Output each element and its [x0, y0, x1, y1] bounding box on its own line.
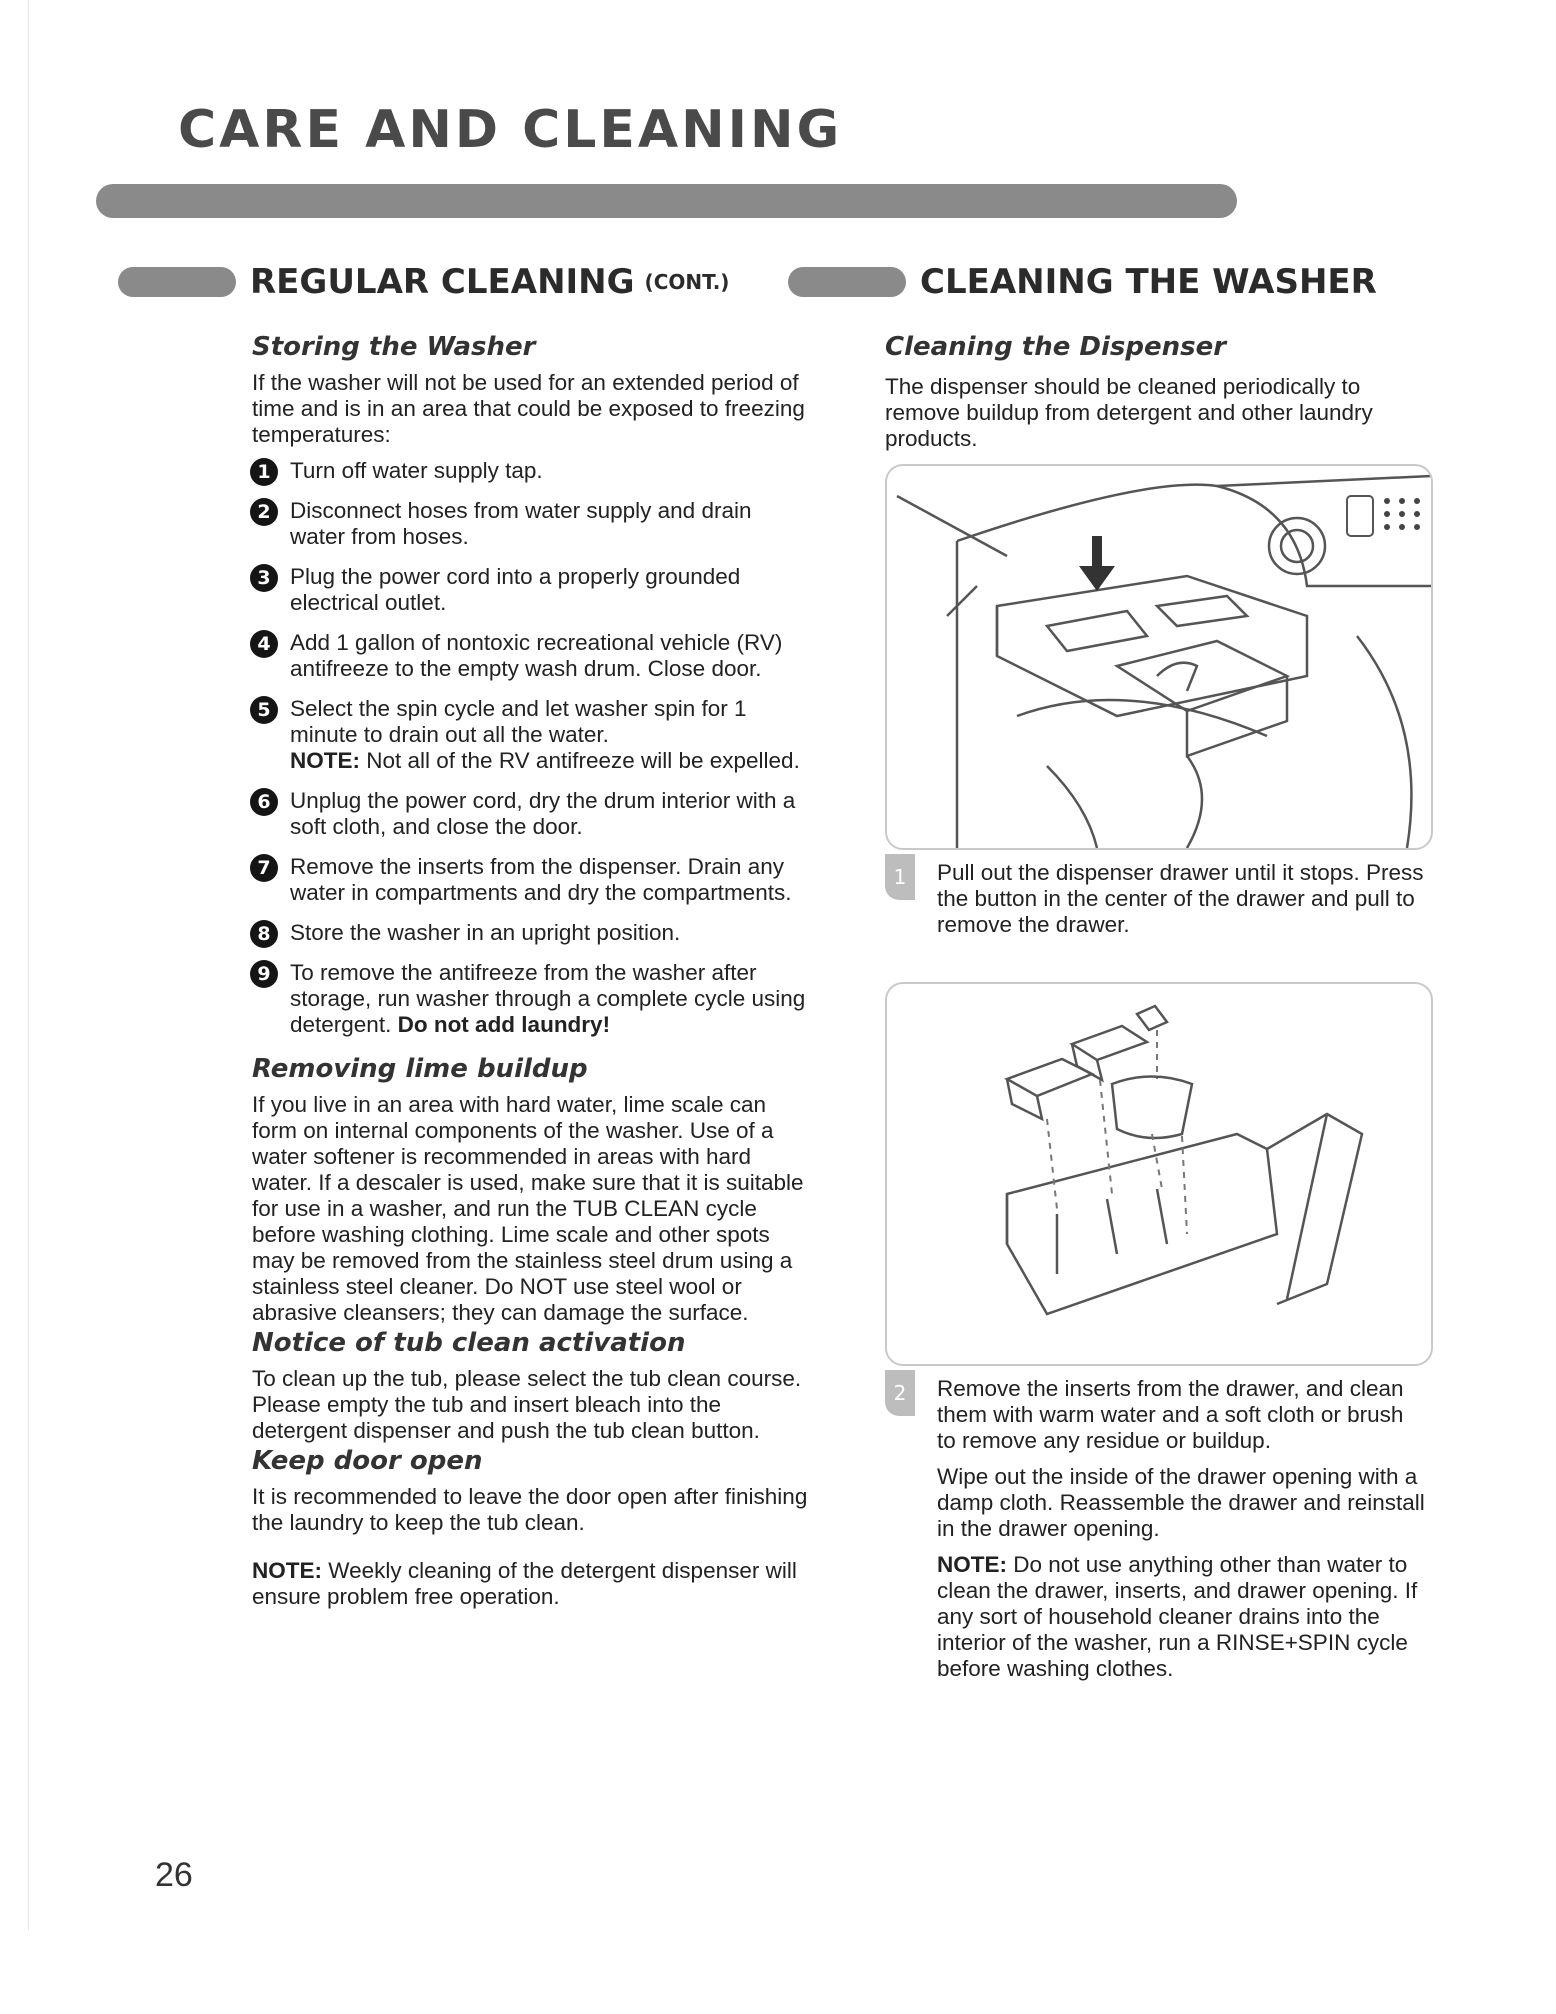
note-label: NOTE:: [252, 1558, 322, 1583]
step-text: Store the washer in an upright position.: [290, 920, 681, 945]
section-heading-regular-cleaning: [118, 262, 729, 302]
step-2-caption: [885, 1376, 1425, 1682]
step-number-badge: 5: [250, 696, 278, 724]
storing-intro: If the washer will not be used for an extended period of time and is in an area that could be exposed to freezing temperatures:: [252, 370, 805, 447]
step-text: Remove the inserts from the dispenser. Drain any water in compartments and dry the compartments.: [290, 854, 792, 905]
section-title: CLEANING THE WASHER: [920, 262, 1377, 302]
lime-title: Removing lime buildup: [252, 1054, 588, 1084]
washer-drawer-drawing: [887, 466, 1431, 848]
section-title-suffix: (CONT.): [644, 270, 730, 294]
lime-body: If you live in an area with hard water, lime scale can form on internal components of the washer. Use of a water softener is recommended in areas with hard water. If a descaler is used, make sure that it is suitable for use in a washer, and run the TUB CLEAN cycle before washing clothing. Lime scale and other spots may be removed from the stainless steel drum using a stainless steel cleaner. Do NOT use steel wool or abrasive cleansers; they can damage the surface.: [252, 1092, 804, 1325]
tubclean-title: Notice of tub clean activation: [252, 1328, 686, 1358]
door-note: [252, 1558, 812, 1610]
left-column: [252, 330, 812, 1610]
step-1-caption: [885, 860, 1425, 938]
step-number-badge: 6: [250, 788, 278, 816]
page-title: CARE AND CLEANING: [178, 100, 843, 160]
step-1-text: Pull out the dispenser drawer until it stops. Press the button in the center of the drawer and pull to remove the drawer.: [937, 860, 1424, 937]
list-item: [252, 920, 812, 946]
step-number-badge: 1: [250, 458, 278, 486]
step-text: Unplug the power cord, dry the drum interior with a soft cloth, and close the door.: [290, 788, 796, 839]
list-item: [252, 696, 812, 774]
list-item: [252, 564, 812, 616]
step-number-badge: 2: [250, 498, 278, 526]
section-pill: [118, 267, 236, 297]
page-number: 26: [155, 1856, 193, 1894]
step-number-badge: 3: [250, 564, 278, 592]
dispenser-intro: The dispenser should be cleaned periodically to remove buildup from detergent and other laundry products.: [885, 374, 1373, 451]
step-2-text-2: Wipe out the inside of the drawer opening with a damp cloth. Reassemble the drawer and reinstall in the drawer opening.: [937, 1464, 1425, 1541]
section-pill: [788, 267, 906, 297]
step-text: Turn off water supply tap.: [290, 458, 543, 483]
title-bar: [96, 184, 1237, 218]
drawer-inserts-illustration: [885, 982, 1433, 1366]
step-2-text: Remove the inserts from the drawer, and clean them with warm water and a soft cloth or brush to remove any residue or buildup.: [937, 1376, 1404, 1453]
step-text: Select the spin cycle and let washer spin for 1 minute to drain out all the water.: [290, 696, 747, 747]
step-text: Plug the power cord into a properly grounded electrical outlet.: [290, 564, 741, 615]
note-label: NOTE:: [937, 1552, 1007, 1577]
dispenser-drawer-illustration: [885, 464, 1433, 850]
right-column: [885, 330, 1425, 1682]
step-2-note: [937, 1552, 1425, 1682]
step-number-badge: 4: [250, 630, 278, 658]
dispenser-title: Cleaning the Dispenser: [885, 332, 1227, 362]
step-number-badge: 7: [250, 854, 278, 882]
list-item: [252, 630, 812, 682]
step-text: Add 1 gallon of nontoxic recreational vehicle (RV) antifreeze to the empty wash drum. Close door.: [290, 630, 783, 681]
list-item: [252, 458, 812, 484]
drawer-inserts-drawing: [887, 984, 1431, 1364]
storing-title: Storing the Washer: [252, 332, 536, 362]
list-item: [252, 498, 812, 550]
door-body: It is recommended to leave the door open after finishing the laundry to keep the tub clean.: [252, 1484, 808, 1535]
tubclean-body: To clean up the tub, please select the tub clean course. Please empty the tub and insert bleach into the detergent dispenser and push the tub clean button.: [252, 1366, 802, 1443]
list-item: [252, 854, 812, 906]
step-2-badge: 2: [885, 1370, 915, 1416]
step-1-badge: 1: [885, 854, 915, 900]
step-bold-text: Do not add laundry!: [397, 1012, 611, 1037]
list-item: [252, 960, 812, 1038]
page-edge-line: [28, 0, 29, 1930]
step-text: Disconnect hoses from water supply and drain water from hoses.: [290, 498, 752, 549]
note-text: Not all of the RV antifreeze will be expelled.: [360, 748, 800, 773]
door-title: Keep door open: [252, 1446, 483, 1476]
step-text: To remove the antifreeze from the washer after storage, run washer through a complete cycle using detergent.: [290, 960, 806, 1037]
storing-steps: [252, 458, 812, 1038]
note-text: Do not use anything other than water to clean the drawer, inserts, and drawer opening. If any sort of household cleaner drains into the interior of the washer, run a RINSE+SPIN cycle before washing clothes.: [937, 1552, 1418, 1681]
note-text: Weekly cleaning of the detergent dispenser will ensure problem free operation.: [252, 1558, 797, 1609]
section-heading-cleaning-washer: [788, 262, 1377, 302]
step-number-badge: 9: [250, 960, 278, 988]
section-title: REGULAR CLEANING: [250, 262, 635, 302]
list-item: [252, 788, 812, 840]
note-label: NOTE:: [290, 748, 360, 773]
step-number-badge: 8: [250, 920, 278, 948]
